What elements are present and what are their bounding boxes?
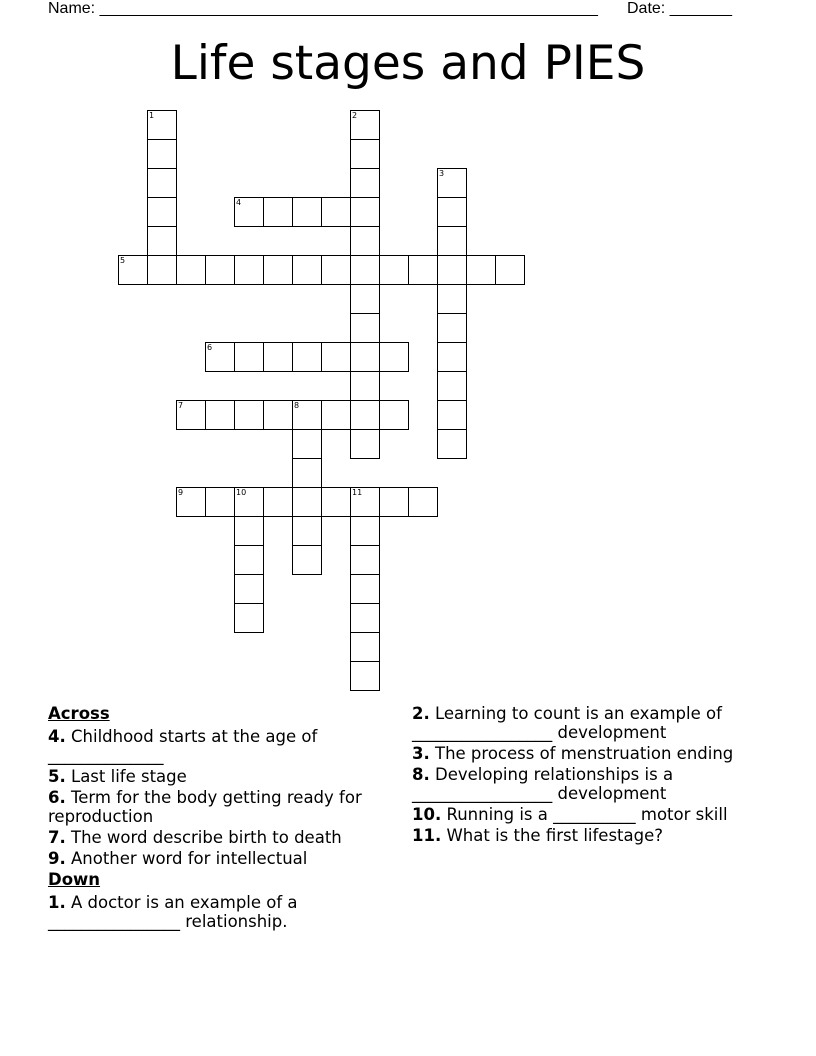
clue-number-label: 5 (120, 256, 126, 265)
crossword-cell[interactable] (437, 197, 467, 227)
clue-text: Learning to count is an example of _________________ development (412, 704, 722, 742)
crossword-cell[interactable] (350, 603, 380, 633)
crossword-cell[interactable] (263, 400, 293, 430)
crossword-cell[interactable] (350, 313, 380, 343)
clue-across-6 (48, 788, 388, 826)
crossword-cell[interactable] (379, 400, 409, 430)
crossword-cell[interactable] (495, 255, 525, 285)
clue-number-label: 9 (178, 488, 184, 497)
crossword-cell[interactable] (147, 110, 177, 140)
crossword-cell[interactable] (176, 487, 206, 517)
crossword-cell[interactable] (437, 429, 467, 459)
crossword-cell[interactable] (350, 255, 380, 285)
clue-text: Childhood starts at the age of ______________ (48, 727, 318, 765)
clue-text: What is the first lifestage? (446, 826, 664, 845)
crossword-cell[interactable] (379, 342, 409, 372)
crossword-cell[interactable] (292, 255, 322, 285)
clue-text: Running is a __________ motor skill (446, 805, 728, 824)
clue-number: 3. (412, 744, 430, 763)
clue-text: Term for the body getting ready for reproduction (48, 788, 362, 826)
clue-number: 4. (48, 727, 66, 746)
clue-text: Last life stage (71, 767, 187, 786)
clue-number-label: 1 (149, 111, 155, 120)
crossword-cell[interactable] (176, 255, 206, 285)
clue-number: 5. (48, 767, 66, 786)
crossword-cell[interactable] (292, 545, 322, 575)
crossword-cell[interactable] (350, 661, 380, 691)
name-field-label: Name: ________________________________________________________ (48, 0, 598, 17)
crossword-cell[interactable] (466, 255, 496, 285)
clue-text: A doctor is an example of a ________________ relationship. (48, 893, 298, 931)
crossword-cell[interactable] (321, 197, 351, 227)
clue-down-8 (412, 765, 762, 803)
crossword-cell[interactable] (350, 371, 380, 401)
crossword-cell[interactable] (437, 168, 467, 198)
crossword-cell[interactable] (292, 400, 322, 430)
across-heading: Across (48, 704, 110, 723)
crossword-cell[interactable] (118, 255, 148, 285)
crossword-cell[interactable] (350, 632, 380, 662)
crossword-cell[interactable] (321, 342, 351, 372)
clue-text: Another word for intellectual (71, 849, 308, 868)
crossword-cell[interactable] (437, 284, 467, 314)
crossword-cell[interactable] (379, 255, 409, 285)
clue-number-label: 11 (352, 488, 363, 497)
crossword-cell[interactable] (263, 255, 293, 285)
crossword-cell[interactable] (437, 313, 467, 343)
clue-number: 11. (412, 826, 442, 845)
crossword-cell[interactable] (234, 400, 264, 430)
clue-down-1 (48, 893, 388, 931)
clues-column-right (412, 704, 762, 847)
crossword-cell[interactable] (234, 516, 264, 546)
clue-number-label: 7 (178, 401, 184, 410)
crossword-cell[interactable] (147, 255, 177, 285)
clue-across-7 (48, 828, 388, 847)
crossword-cell[interactable] (292, 458, 322, 488)
crossword-cell[interactable] (437, 255, 467, 285)
crossword-cell[interactable] (321, 255, 351, 285)
crossword-cell[interactable] (176, 400, 206, 430)
crossword-cell[interactable] (350, 139, 380, 169)
clues-column-left (48, 704, 388, 933)
clue-number: 9. (48, 849, 66, 868)
clue-across-5 (48, 767, 388, 786)
crossword-cell[interactable] (147, 197, 177, 227)
crossword-cell[interactable] (350, 110, 380, 140)
clue-number: 8. (412, 765, 430, 784)
clue-down-2 (412, 704, 762, 742)
clue-down-11 (412, 826, 762, 845)
crossword-cell[interactable] (234, 545, 264, 575)
clue-number-label: 3 (439, 169, 445, 178)
crossword-cell[interactable] (147, 139, 177, 169)
clue-number: 10. (412, 805, 442, 824)
crossword-cell[interactable] (234, 603, 264, 633)
crossword-cell[interactable] (205, 342, 235, 372)
crossword-cell[interactable] (205, 400, 235, 430)
crossword-cell[interactable] (321, 487, 351, 517)
crossword-cell[interactable] (350, 400, 380, 430)
clue-number-label: 8 (294, 401, 300, 410)
clue-number: 1. (48, 893, 66, 912)
crossword-cell[interactable] (350, 168, 380, 198)
crossword-cell[interactable] (147, 168, 177, 198)
crossword-cell[interactable] (205, 255, 235, 285)
crossword-cell[interactable] (437, 342, 467, 372)
crossword-cell[interactable] (234, 197, 264, 227)
clue-number: 6. (48, 788, 66, 807)
clue-number-label: 6 (207, 343, 213, 352)
clue-text: Developing relationships is a _________________ development (412, 765, 674, 803)
clue-across-9 (48, 849, 388, 868)
crossword-cell[interactable] (234, 342, 264, 372)
crossword-cell[interactable] (263, 487, 293, 517)
crossword-cell[interactable] (292, 197, 322, 227)
clue-number-label: 10 (236, 488, 247, 497)
crossword-cell[interactable] (263, 197, 293, 227)
crossword-cell[interactable] (263, 342, 293, 372)
crossword-cell[interactable] (379, 487, 409, 517)
crossword-cell[interactable] (234, 255, 264, 285)
clue-number: 2. (412, 704, 430, 723)
crossword-cell[interactable] (350, 429, 380, 459)
clue-across-4 (48, 727, 388, 765)
clue-text: The process of menstruation ending (435, 744, 734, 763)
crossword-cell[interactable] (408, 255, 438, 285)
clue-down-10 (412, 805, 762, 824)
crossword-cell[interactable] (350, 545, 380, 575)
date-field-label: Date: _______ (627, 0, 732, 17)
crossword-cell[interactable] (350, 197, 380, 227)
crossword-cell[interactable] (147, 226, 177, 256)
crossword-cell[interactable] (234, 574, 264, 604)
crossword-cell[interactable] (205, 487, 235, 517)
crossword-cell[interactable] (321, 400, 351, 430)
crossword-cell[interactable] (292, 342, 322, 372)
crossword-cell[interactable] (350, 226, 380, 256)
clue-number-label: 2 (352, 111, 358, 120)
crossword-cell[interactable] (437, 226, 467, 256)
crossword-cell[interactable] (437, 400, 467, 430)
crossword-cell[interactable] (350, 574, 380, 604)
crossword-cell[interactable] (292, 429, 322, 459)
crossword-cell[interactable] (292, 516, 322, 546)
crossword-cell[interactable] (350, 487, 380, 517)
clue-down-3 (412, 744, 762, 763)
clue-text: The word describe birth to death (71, 828, 342, 847)
crossword-cell[interactable] (292, 487, 322, 517)
clue-number-label: 4 (236, 198, 242, 207)
down-heading: Down (48, 870, 101, 889)
crossword-cell[interactable] (408, 487, 438, 517)
page-title: Life stages and PIES (170, 36, 646, 91)
crossword-cell[interactable] (350, 516, 380, 546)
clue-number: 7. (48, 828, 66, 847)
crossword-cell[interactable] (437, 371, 467, 401)
crossword-cell[interactable] (234, 487, 264, 517)
crossword-cell[interactable] (350, 284, 380, 314)
crossword-cell[interactable] (350, 342, 380, 372)
